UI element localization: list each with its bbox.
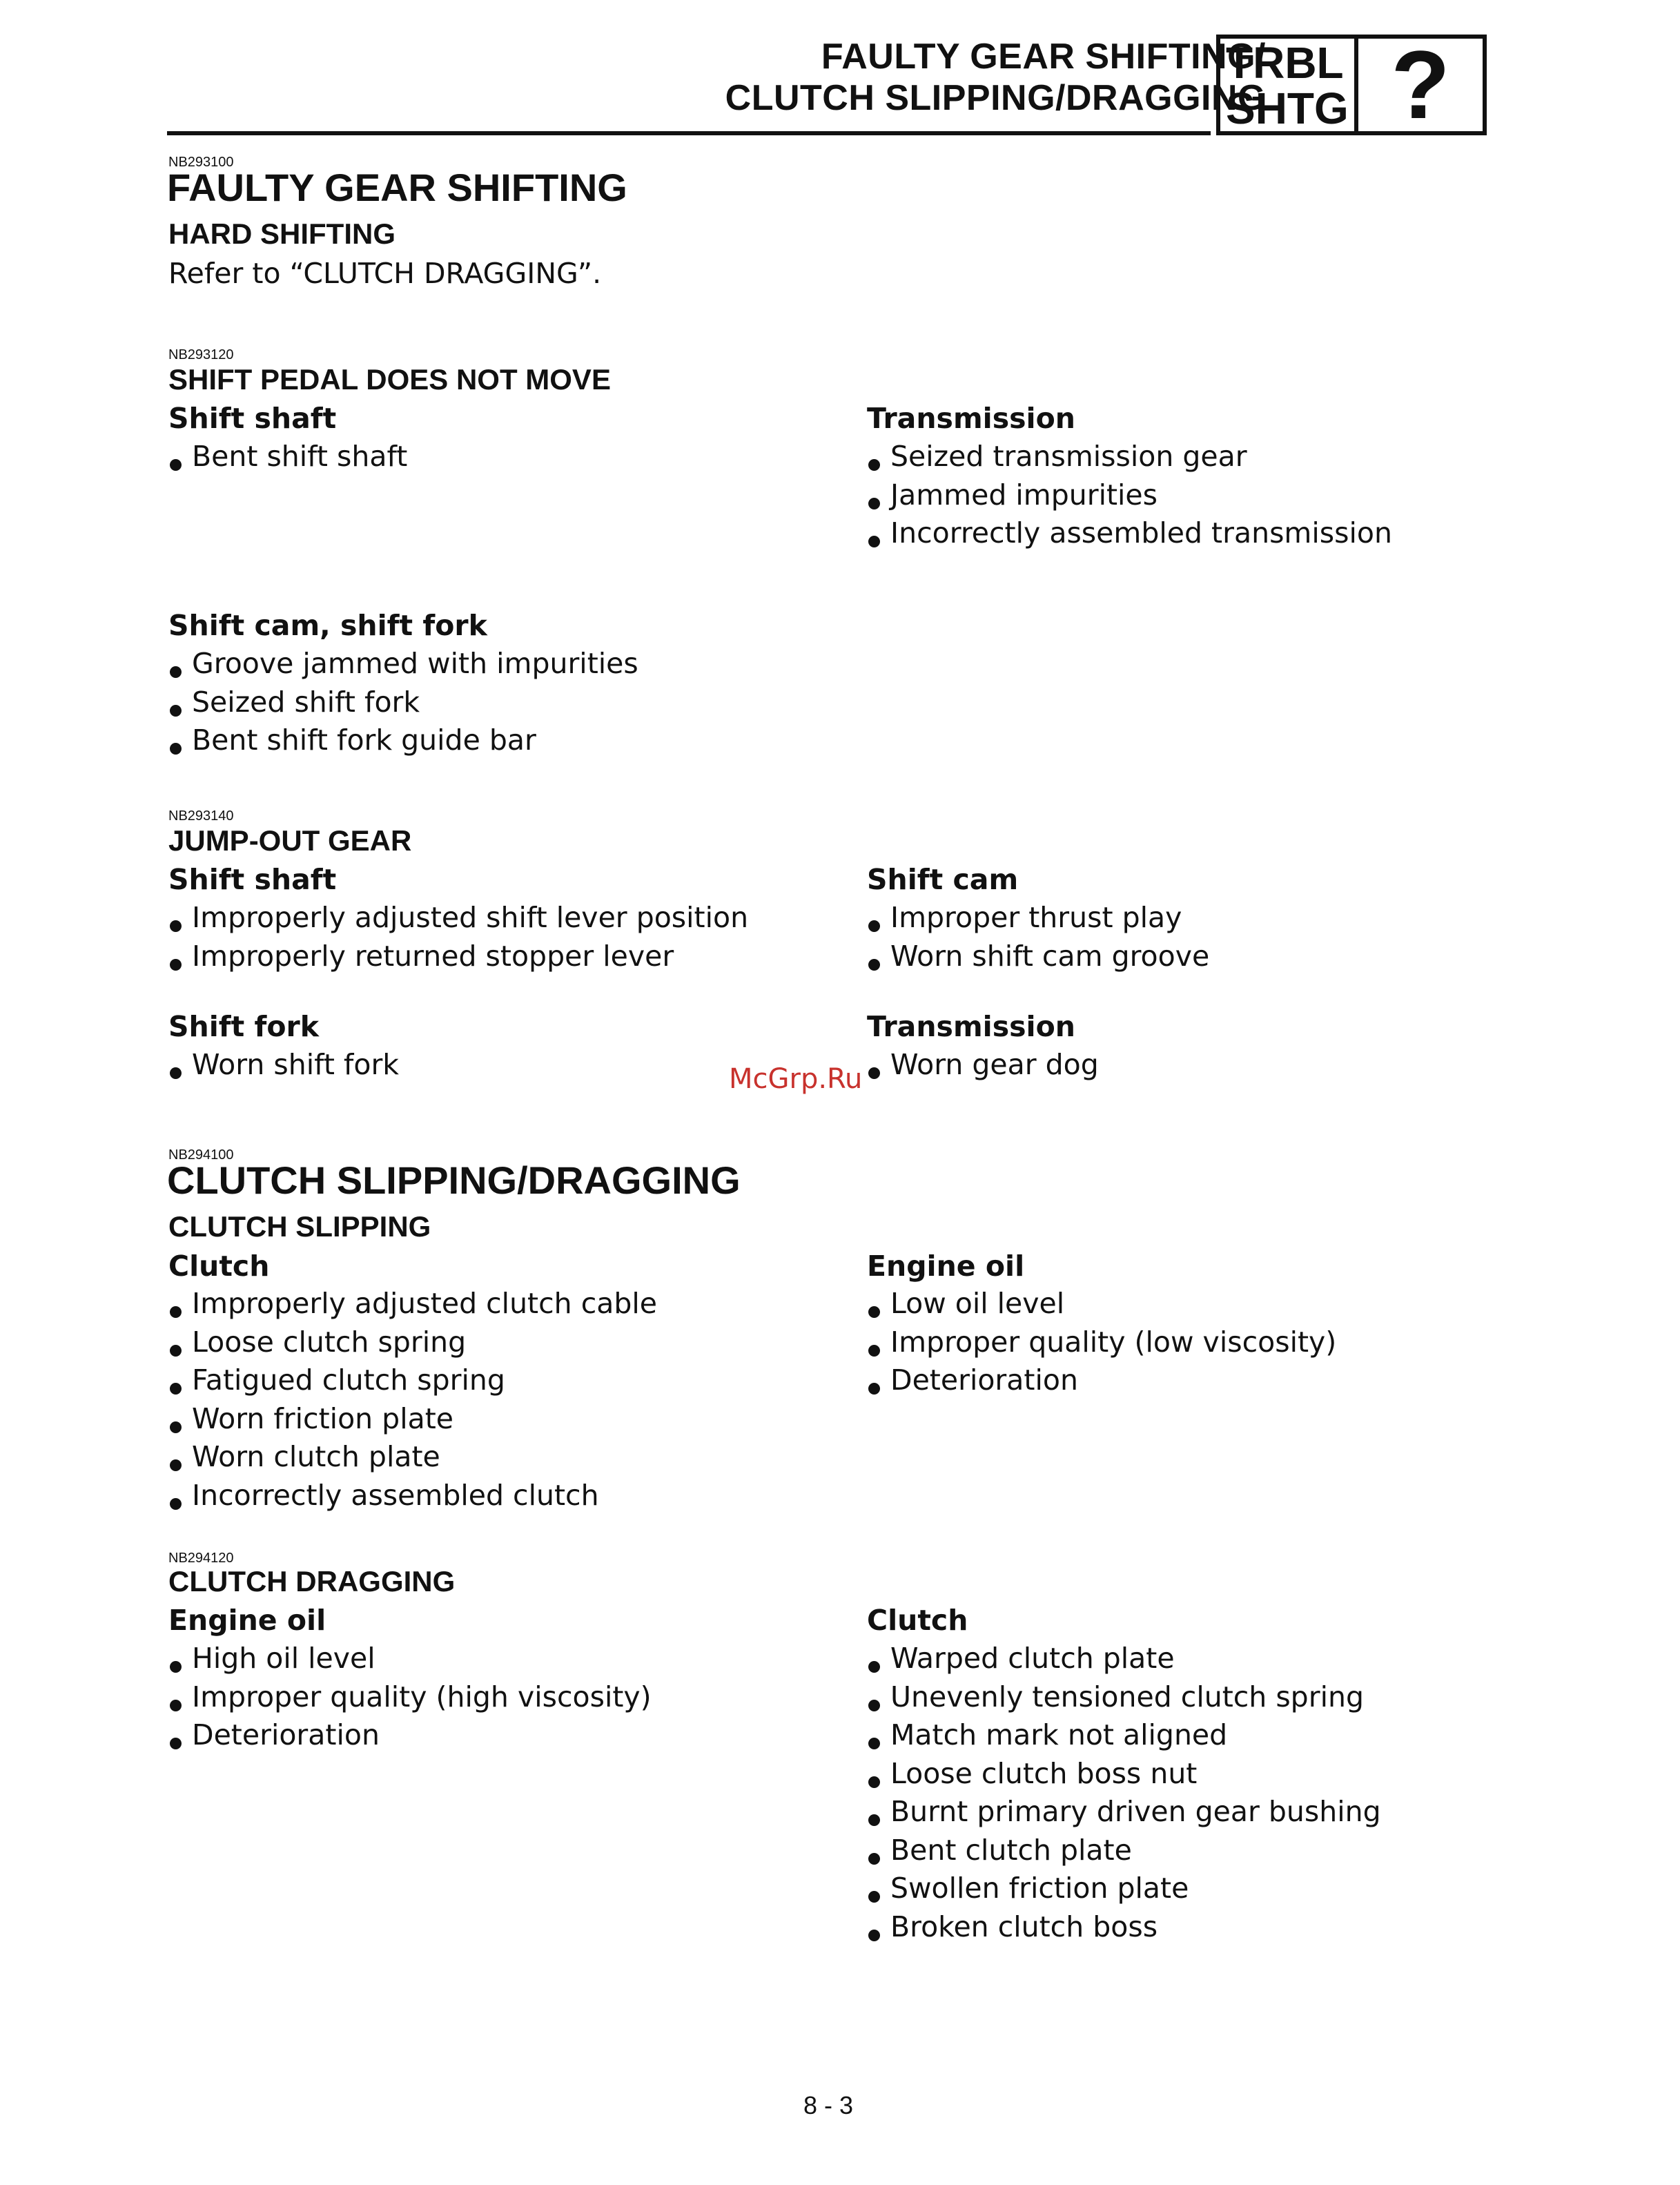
list-item: Bent shift shaft — [168, 438, 407, 476]
list-item: Seized shift fork — [168, 683, 638, 722]
list-item: Improperly returned stopper lever — [168, 938, 748, 976]
page-header-title — [725, 36, 1266, 119]
list-item: Deterioration — [168, 1716, 652, 1755]
list-item: Improperly adjusted clutch cable — [168, 1285, 657, 1323]
list-item: Burnt primary driven gear bushing — [867, 1793, 1381, 1832]
list-item: Loose clutch spring — [168, 1323, 657, 1362]
cause-list — [867, 438, 1392, 553]
list-item: Improper quality (high viscosity) — [168, 1678, 652, 1717]
list-item: Incorrectly assembled transmission — [867, 514, 1392, 553]
badge-line1: TRBL — [1226, 38, 1344, 88]
group-heading: Engine oil — [168, 1604, 326, 1637]
list-item: Worn clutch plate — [168, 1438, 657, 1477]
cause-list — [168, 645, 638, 760]
cause-list — [168, 1640, 652, 1755]
page-number: 8 - 3 — [803, 2091, 854, 2119]
list-item: Broken clutch boss — [867, 1908, 1381, 1947]
cause-list — [168, 1046, 399, 1085]
cause-list — [168, 899, 748, 975]
subsection-title: SHIFT PEDAL DOES NOT MOVE — [168, 363, 611, 396]
list-item: Incorrectly assembled clutch — [168, 1477, 657, 1515]
subsection-code: NB293120 — [168, 347, 234, 362]
list-item: Improper thrust play — [867, 899, 1209, 938]
list-item: Worn shift fork — [168, 1046, 399, 1085]
list-item: Worn shift cam groove — [867, 938, 1209, 976]
section-title: FAULTY GEAR SHIFTING — [167, 166, 627, 209]
question-mark-icon: ? — [1391, 30, 1450, 139]
cause-list — [867, 1046, 1099, 1085]
list-item: Warped clutch plate — [867, 1640, 1381, 1678]
header-rule — [167, 131, 1211, 135]
group-heading: Clutch — [168, 1250, 270, 1283]
list-item: Deterioration — [867, 1361, 1336, 1400]
header-title-line1: FAULTY GEAR SHIFTING/ — [821, 37, 1266, 77]
list-item: Fatigued clutch spring — [168, 1361, 657, 1400]
subsection-title: JUMP-OUT GEAR — [168, 824, 412, 857]
list-item: Low oil level — [867, 1285, 1336, 1323]
section-code: NB294100 — [168, 1147, 234, 1163]
cause-list — [867, 1285, 1336, 1400]
list-item: Improper quality (low viscosity) — [867, 1323, 1336, 1362]
cause-list — [867, 1640, 1381, 1946]
reference-text: Refer to “CLUTCH DRAGGING”. — [168, 257, 602, 290]
section-code: NB293100 — [168, 155, 234, 170]
subsection-title: CLUTCH SLIPPING — [168, 1210, 431, 1243]
cause-list — [168, 1285, 657, 1515]
list-item: Loose clutch boss nut — [867, 1755, 1381, 1794]
cause-list — [168, 438, 407, 476]
group-heading: Clutch — [867, 1604, 968, 1637]
list-item: Bent shift fork guide bar — [168, 721, 638, 760]
subsection-title: HARD SHIFTING — [168, 217, 395, 250]
list-item: Jammed impurities — [867, 476, 1392, 515]
list-item: Worn friction plate — [168, 1400, 657, 1439]
badge-label — [1226, 40, 1349, 131]
list-item: Bent clutch plate — [867, 1832, 1381, 1870]
subsection-title: CLUTCH DRAGGING — [168, 1565, 456, 1598]
list-item: Unevenly tensioned clutch spring — [867, 1678, 1381, 1717]
section-badge — [1216, 30, 1487, 139]
header-title-line2: CLUTCH SLIPPING/DRAGGING — [725, 78, 1266, 118]
watermark: McGrp.Ru — [729, 1063, 863, 1095]
cause-list — [867, 899, 1209, 975]
group-heading: Shift cam — [867, 863, 1019, 896]
group-heading: Shift shaft — [168, 863, 337, 896]
subsection-code: NB294120 — [168, 1551, 234, 1566]
group-heading: Shift fork — [168, 1010, 319, 1043]
section-title: CLUTCH SLIPPING/DRAGGING — [167, 1158, 741, 1202]
list-item: High oil level — [168, 1640, 652, 1678]
subsection-code: NB293140 — [168, 808, 234, 824]
group-heading: Engine oil — [867, 1250, 1025, 1283]
list-item: Swollen friction plate — [867, 1870, 1381, 1908]
group-heading: Transmission — [867, 402, 1075, 435]
list-item: Improperly adjusted shift lever position — [168, 899, 748, 938]
list-item: Seized transmission gear — [867, 438, 1392, 476]
list-item: Groove jammed with impurities — [168, 645, 638, 683]
badge-line2: SHTG — [1226, 84, 1349, 133]
group-heading: Shift shaft — [168, 402, 337, 435]
list-item: Match mark not aligned — [867, 1716, 1381, 1755]
group-heading: Shift cam, shift fork — [168, 609, 487, 642]
group-heading: Transmission — [867, 1010, 1075, 1043]
list-item: Worn gear dog — [867, 1046, 1099, 1085]
